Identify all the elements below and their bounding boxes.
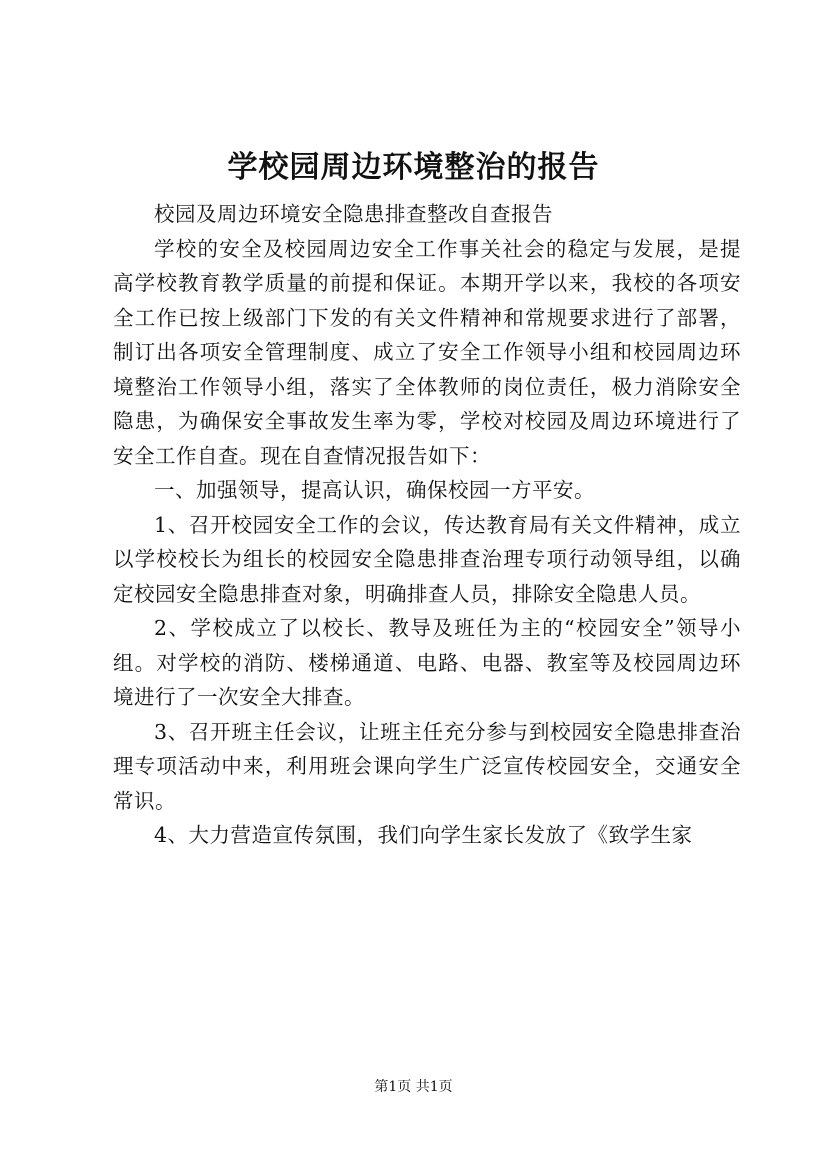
paragraph-item-4: 4、大力营造宣传氛围，我们向学生家长发放了《致学生家 xyxy=(154,823,693,847)
paragraph-intro: 学校的安全及校园周边安全工作事关社会的稳定与发展，是提高学校教育教学质量的前提和保证。本期开学以来，我校的各项安全工作已按上级部门下发的有关文件精神和常规要求进行了部署，制订出各项安全管理制度、成立了安全工作领导小组和校园周边环境整治工作领导小组，落实了全体教师的岗位责任，极力消除安全隐患，为确保安全事故发生率为零，学校对校园及周边环境进行了安全工作自查。现在自查情况报告如下： xyxy=(113,236,741,468)
page-footer xyxy=(0,1077,827,1097)
document-subtitle: 校园及周边环境安全隐患排查整改自查报告 xyxy=(154,202,553,226)
paragraph-item-1: 1、召开校园安全工作的会议，传达教育局有关文件精神，成立以学校校长为组长的校园安全隐患排查治理专项行动领导组，以确定校园安全隐患排查对象，明确排查人员，排除安全隐患人员。 xyxy=(113,512,741,606)
section-heading-1: 一、加强领导，提高认识，确保校园一方平安。 xyxy=(154,478,595,502)
document-body xyxy=(113,197,741,853)
document-title: 学校园周边环境整治的报告 xyxy=(227,150,600,185)
paragraph-item-2: 2、学校成立了以校长、教导及班任为主的“校园安全”领导小组。对学校的消防、楼梯通道、电路、电器、教室等及校园周边环境进行了一次安全大排查。 xyxy=(113,616,741,709)
page-number-label: 第1页 共1页 xyxy=(374,1079,453,1095)
paragraph-item-3: 3、召开班主任会议，让班主任充分参与到校园安全隐患排查治理专项活动中来，利用班会课向学生广泛宣传校园安全，交通安全常识。 xyxy=(113,719,741,813)
